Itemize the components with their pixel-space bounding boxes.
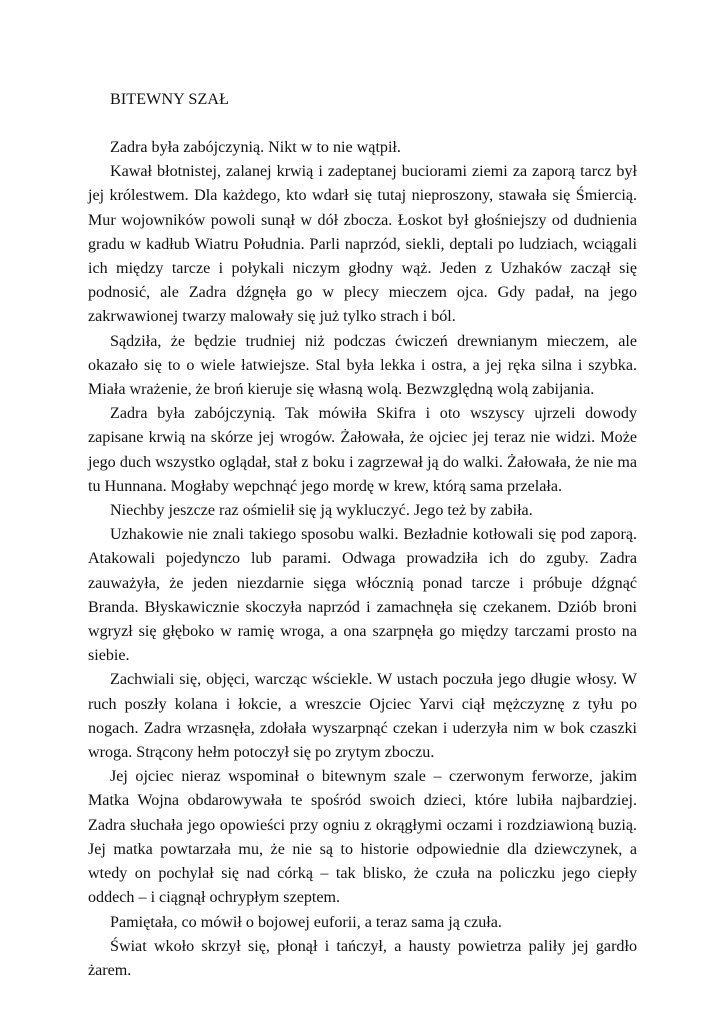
paragraph-8: Jej ojciec nieraz wspominał o bitewnym szale – czerwonym ferworze, jakim Matka Wojna obdarowywała te spośród swoich dzieci, które lubiła najbardziej. Zadra słuchała jego opowieści przy ogniu z okrągłymi oczami i rozdziawioną buzią. Jej matka powtarzała mu, że nie są to historie odpowiednie dla dziewczynek, a wtedy on pochylał się nad córką – tak blisko, że czuła na policzku jego ciepły oddech – i ciągnął ochrypłym szeptem.	[88, 768, 637, 907]
chapter-title: BITEWNY SZAŁ	[110, 91, 230, 108]
paragraph-1: Zadra była zabójczynią. Nikt w to nie wątpił.	[110, 139, 401, 156]
paragraph-2: Kawał błotnistej, zalanej krwią i zadeptanej buciorami ziemi za zaporą tarcz był jej królestwem. Dla każdego, kto wdarł się tutaj nieproszony, stawała się Śmiercią. Mur wojowników powoli sunął w dół zbocza. Łoskot był głośniejszy od dudnienia gradu w kadłub Wiatru Południa. Parli naprzód, siekli, deptali po ludziach, wciągali ich między tarcze i połykali niczym głodny wąż. Jeden z Uzhaków zaczął się podnosić, ale Zadra dźgnęła go w plecy mieczem ojca. Gdy padał, na jego zakrwawionej twarzy malowały się już tylko strach i ból.	[88, 163, 637, 326]
paragraph-6: Uzhakowie nie znali takiego sposobu walki. Bezładnie kotłowali się pod zaporą. Atakowali pojedynczo lub parami. Odwaga prowadziła ich do zguby. Zadra zauważyła, że jeden niezdarnie sięga włócznią ponad tarcze i próbuje dźgnąć Branda. Błyskawicznie skoczyła naprzód i zamachnęła się czekanem. Dziób broni wgryzł się głęboko w ramię wroga, a ona szarpnęła go między tarczami prosto na siebie.	[88, 526, 637, 665]
chapter-text	[88, 88, 637, 983]
paragraph-4: Zadra była zabójczynią. Tak mówiła Skifra i oto wszyscy ujrzeli dowody zapisane krwią na skórze jej wrogów. Żałowała, że ojciec jej teraz nie widzi. Może jego duch wszystko oglądał, stał z boku i zagrzewał ją do walki. Żałowała, że nie ma tu Hunnana. Mogłaby wepchnąć jego mordę w krew, którą sama przelała.	[88, 405, 637, 495]
paragraph-3: Sądziła, że będzie trudniej niż podczas ćwiczeń drewnianym mieczem, ale okazało się to o wiele łatwiejsze. Stal była lekka i ostra, a jej ręka silna i szybka. Miała wrażenie, że broń kieruje się własną wolą. Bezwzględną wolą zabijania.	[88, 332, 637, 399]
paragraph-9: Pamiętała, co mówił o bojowej euforii, a teraz sama ją czuła.	[110, 913, 502, 931]
paragraph-7: Zachwiali się, objęci, warcząc wściekle. W ustach poczuła jego długie włosy. W ruch poszły kolana i łokcie, a wreszcie Ojciec Yarvi ciął mężczyznę z tyłu po nogach. Zadra wrzasnęła, zdołała wyszarpnąć czekan i uderzyła nim w bok czaszki wroga. Strącony hełm potoczył się po zrytym zboczu.	[88, 671, 637, 762]
paragraph-10: Świat wkoło skrzył się, płonął i tańczył, a hausty powietrza paliły jej gardło żarem.	[88, 937, 637, 979]
paragraph-5: Niechby jeszcze raz ośmielił się ją wykluczyć. Jego też by zabiła.	[110, 502, 533, 520]
